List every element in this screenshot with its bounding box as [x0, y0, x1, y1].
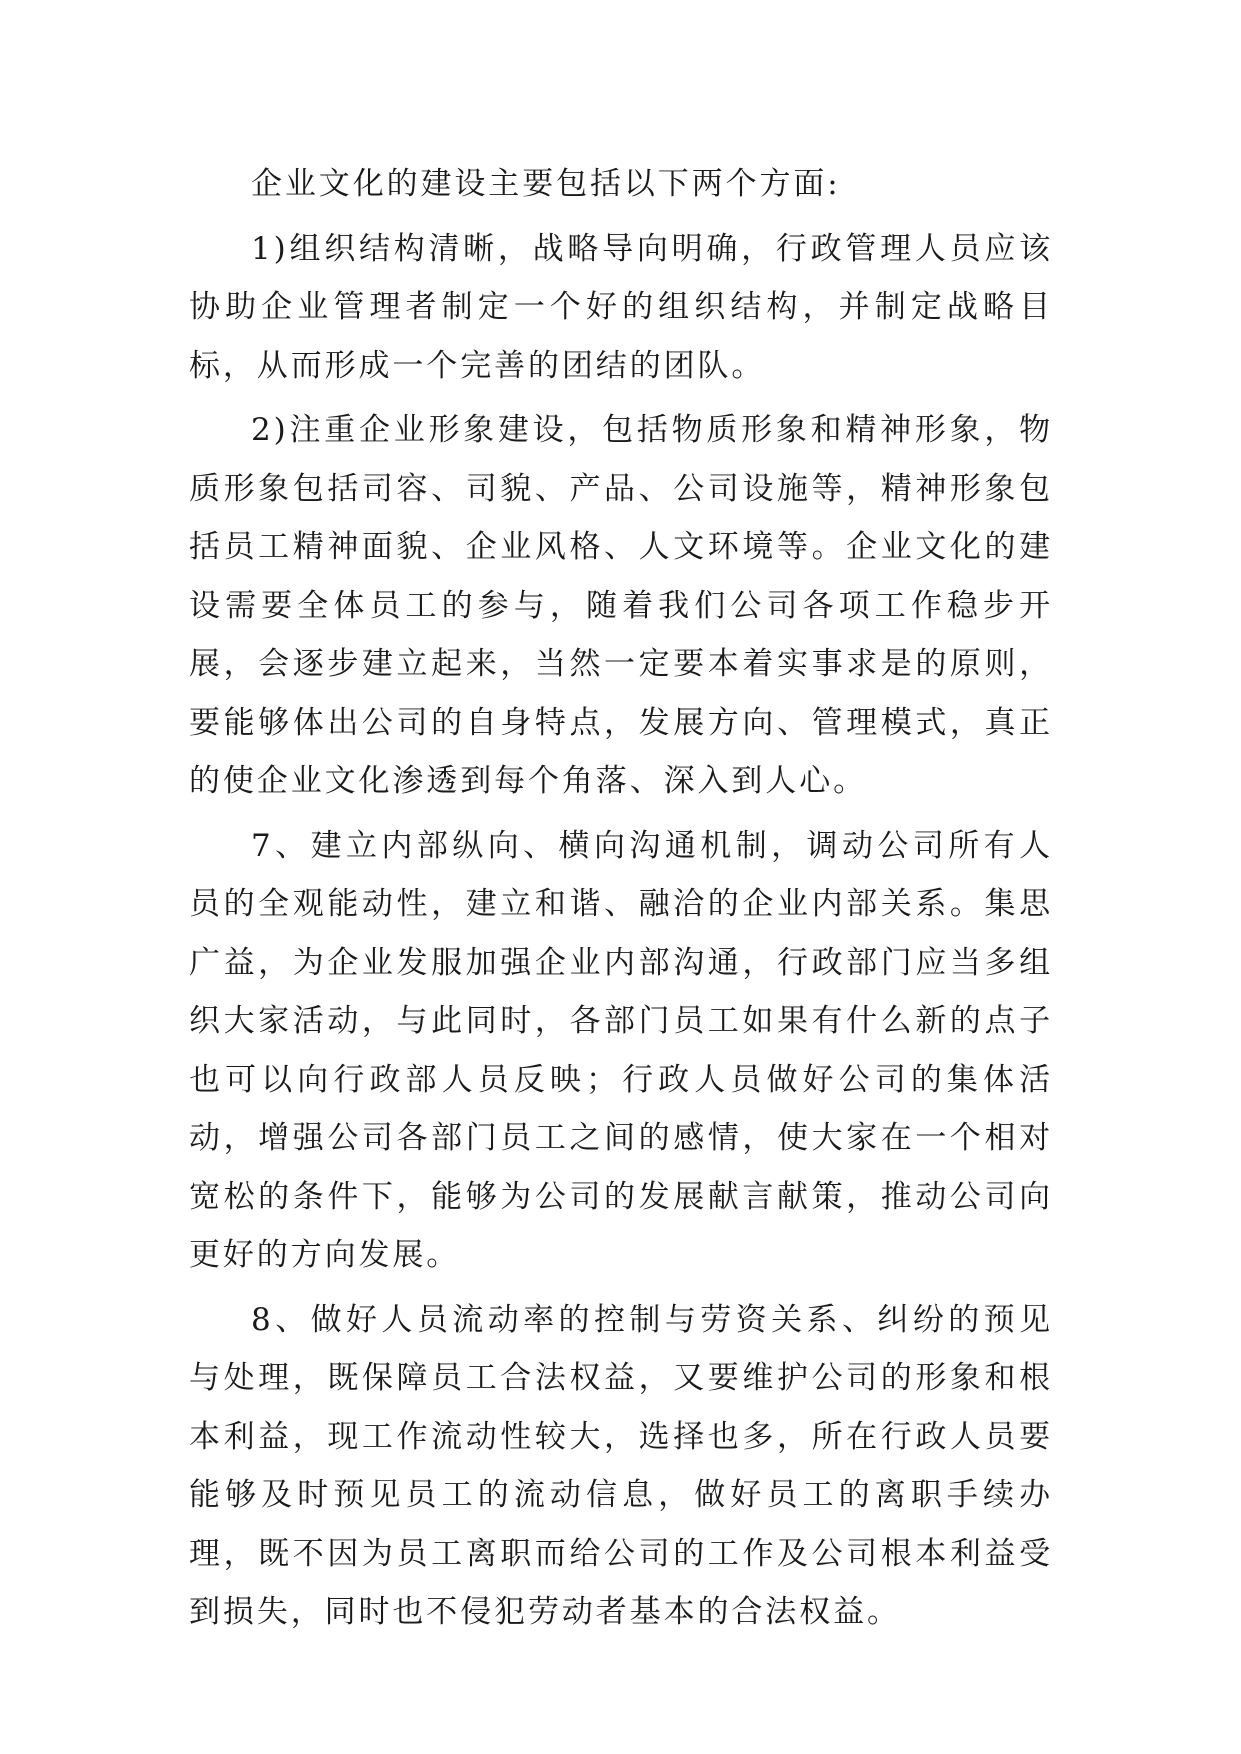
paragraph-corporate-image: 2)注重企业形象建设，包括物质形象和精神形象，物质形象包括司容、司貌、产品、公司设施等，精神形象包括员工精神面貌、企业风格、人文环境等。企业文化的建设需要全体员工的参与，随着我们公司各项工作稳步开展，会逐步建立起来，当然一定要本着实事求是的原则，要能够体出公司的自身特点，发展方向、管理模式，真正的使企业文化渗透到每个角落、深入到人心。 — [189, 412, 1053, 799]
paragraph-communication-mechanism: 7、建立内部纵向、横向沟通机制，调动公司所有人员的全观能动性，建立和谐、融洽的企业内部关系。集思广益，为企业发服加强企业内部沟通，行政部门应当多组织大家活动，与此同时，各部门员工如果有什么新的点子也可以向行政部人员反映；行政人员做好公司的集体活动，增强公司各部门员工之间的感情，使大家在一个相对宽松的条件下，能够为公司的发展献言献策，推动公司向更好的方向发展。 — [189, 827, 1053, 1273]
paragraph-intro: 企业文化的建设主要包括以下两个方面: — [251, 166, 841, 202]
document-body — [189, 155, 1053, 1648]
paragraph-staff-turnover: 8、做好人员流动率的控制与劳资关系、纠纷的预见与处理，既保障员工合法权益，又要维护公司的形象和根本利益，现工作流动性较大，选择也多，所在行政人员要能够及时预见员工的流动信息，做好员工的离职手续办理，既不因为员工离职而给公司的工作及公司根本利益受到损失，同时也不侵犯劳动者基本的合法权益。 — [189, 1301, 1053, 1630]
paragraph-organization-structure: 1)组织结构清晰，战略导向明确，行政管理人员应该协助企业管理者制定一个好的组织结构，并制定战略目标，从而形成一个完善的团结的团队。 — [189, 230, 1053, 384]
